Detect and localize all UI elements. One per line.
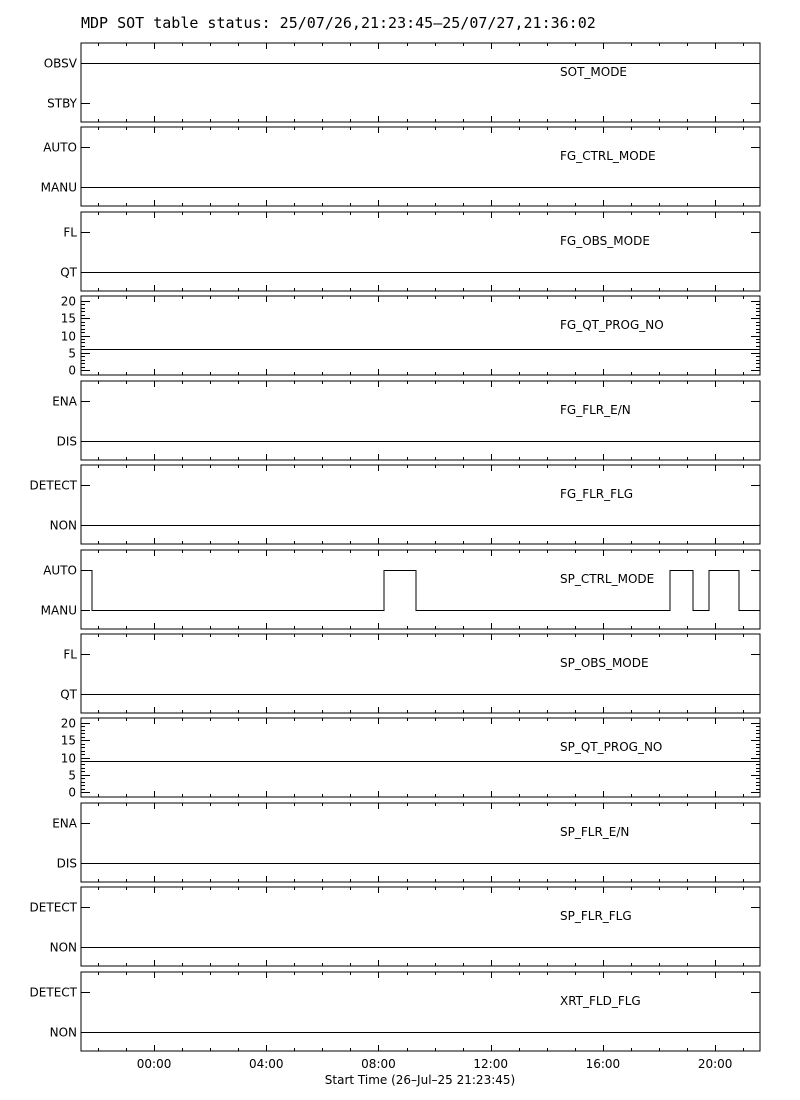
panel-fg-qt-prog-no xyxy=(61,295,760,378)
y-tick-label: QT xyxy=(60,265,77,280)
y-tick-label: FL xyxy=(63,647,77,662)
x-tick-label: 04:00 xyxy=(248,1057,284,1071)
y-tick-label: AUTO xyxy=(43,563,77,578)
series-label: FG_QT_PROG_NO xyxy=(560,318,664,332)
y-tick-label: 15 xyxy=(60,311,76,326)
y-tick-label: DETECT xyxy=(29,985,77,1000)
page-title: MDP SOT table status: 25/07/26,21:23:45–25/07/27,21:36:02 xyxy=(81,14,596,32)
y-tick-label: ENA xyxy=(52,816,77,831)
y-tick-label: 20 xyxy=(60,716,76,731)
plot-frame xyxy=(81,212,760,291)
y-tick-label: 0 xyxy=(68,785,76,800)
series-label: FG_FLR_FLG xyxy=(560,487,634,501)
plot-frame xyxy=(81,887,760,966)
series-label: SP_QT_PROG_NO xyxy=(560,740,663,754)
series-label: XRT_FLD_FLG xyxy=(560,994,641,1008)
series-label: SP_OBS_MODE xyxy=(560,656,649,670)
series-label: FG_OBS_MODE xyxy=(560,234,650,248)
plot-frame xyxy=(81,803,760,882)
x-tick-label: 16:00 xyxy=(585,1057,621,1071)
panel-fg-flr-flg xyxy=(30,465,760,544)
plot-frame xyxy=(81,972,760,1051)
y-tick-label: 10 xyxy=(60,329,76,344)
plot-frame xyxy=(81,127,760,206)
series-line xyxy=(81,571,760,611)
panel-sp-obs-mode xyxy=(60,634,760,713)
y-tick-label: FL xyxy=(63,225,77,240)
x-tick-label: 12:00 xyxy=(473,1057,508,1071)
panel-sot-mode xyxy=(44,43,760,122)
y-tick-label: DIS xyxy=(56,856,77,871)
plot-frame xyxy=(81,718,760,797)
y-tick-label: 5 xyxy=(68,768,76,783)
panel-sp-qt-prog-no xyxy=(61,717,760,800)
y-tick-label: 5 xyxy=(68,346,76,361)
x-axis-label: Start Time (26–Jul–25 21:23:45) xyxy=(324,1073,516,1087)
y-tick-label: NON xyxy=(49,518,77,533)
y-tick-label: OBSV xyxy=(43,56,77,71)
y-tick-label: STBY xyxy=(47,96,77,111)
series-label: FG_CTRL_MODE xyxy=(560,149,656,163)
y-tick-label: AUTO xyxy=(43,140,77,155)
panel-sp-ctrl-mode xyxy=(41,550,760,629)
y-tick-label: MANU xyxy=(40,180,77,195)
panel-xrt-fld-flg xyxy=(30,972,760,1051)
plot-frame xyxy=(81,465,760,544)
y-tick-label: 0 xyxy=(68,363,76,378)
y-tick-label: NON xyxy=(49,1025,77,1040)
series-label: FG_FLR_E/N xyxy=(560,403,631,417)
y-tick-label: NON xyxy=(49,940,77,955)
plot-frame xyxy=(81,550,760,629)
series-label: SP_FLR_E/N xyxy=(560,825,630,839)
y-tick-label: QT xyxy=(60,687,77,702)
panel-fg-flr-e-n xyxy=(52,381,760,460)
y-tick-label: 15 xyxy=(60,733,76,748)
series-label: SP_CTRL_MODE xyxy=(560,572,655,586)
y-tick-label: ENA xyxy=(52,394,77,409)
y-tick-label: DETECT xyxy=(29,478,77,493)
x-tick-label: 00:00 xyxy=(136,1057,172,1071)
plot-frame xyxy=(81,43,760,122)
y-tick-label: MANU xyxy=(40,603,77,618)
y-tick-label: DETECT xyxy=(29,900,77,915)
series-label: SP_FLR_FLG xyxy=(560,909,632,923)
y-tick-label: 10 xyxy=(60,751,76,766)
y-tick-label: 20 xyxy=(60,294,76,309)
series-label: SOT_MODE xyxy=(560,65,628,79)
plot-frame xyxy=(81,381,760,460)
panel-fg-obs-mode xyxy=(60,212,760,291)
plot-frame xyxy=(81,634,760,713)
panel-sp-flr-flg xyxy=(30,887,760,966)
x-tick-label: 08:00 xyxy=(361,1057,396,1071)
plot-frame xyxy=(81,296,760,375)
panel-fg-ctrl-mode xyxy=(41,127,760,206)
x-tick-label: 20:00 xyxy=(697,1057,733,1071)
panel-sp-flr-e-n xyxy=(52,803,760,882)
y-tick-label: DIS xyxy=(56,434,77,449)
